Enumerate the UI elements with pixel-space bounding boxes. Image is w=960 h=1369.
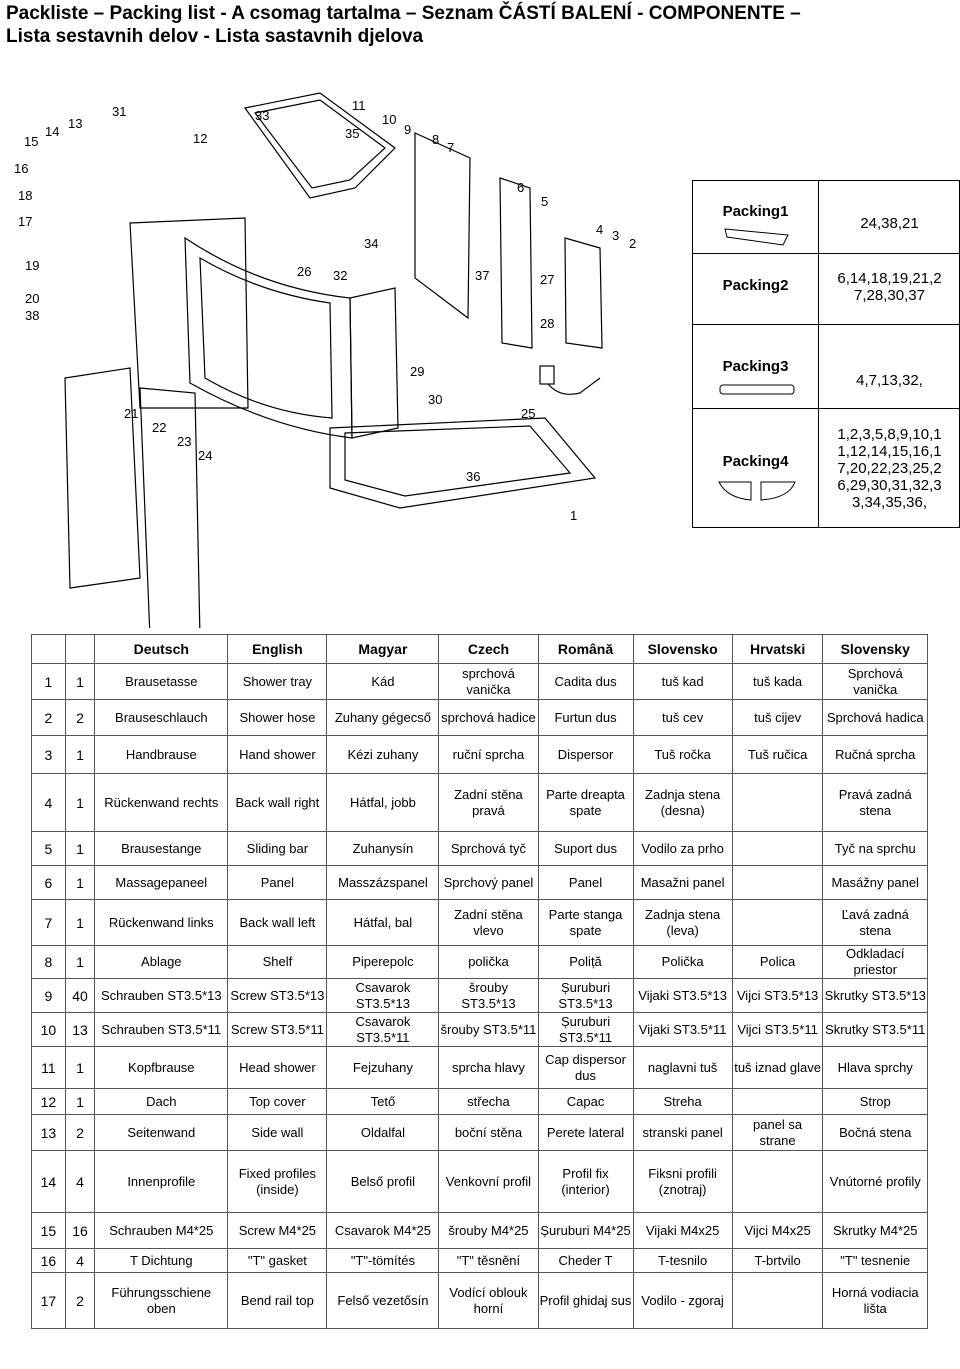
header-row bbox=[32, 635, 928, 664]
table-cell: Vodilo - zgoraj bbox=[633, 1273, 732, 1329]
table-cell: Horná vodiacia lišta bbox=[823, 1273, 928, 1329]
table-number-cell: 1 bbox=[65, 664, 95, 700]
table-cell: "T" gasket bbox=[228, 1249, 327, 1273]
svg-text:6: 6 bbox=[517, 180, 525, 195]
table-cell: Brausestange bbox=[95, 832, 228, 866]
table-cell: Tyč na sprchu bbox=[823, 832, 928, 866]
table-number-cell: 40 bbox=[65, 979, 95, 1013]
title-line-1: Packliste – Packing list - A csomag tartalma – Seznam ČÁSTÍ BALENÍ - COMPONENTE – bbox=[6, 3, 801, 24]
table-cell: naglavni tuš bbox=[633, 1047, 732, 1089]
table-cell: Side wall bbox=[228, 1115, 327, 1151]
table-cell: Furtun dus bbox=[538, 700, 633, 736]
table-cell: Vnútorné profily bbox=[823, 1151, 928, 1213]
table-cell bbox=[732, 1089, 823, 1115]
table-row bbox=[32, 1273, 928, 1329]
table-cell: Vodilo za prho bbox=[633, 832, 732, 866]
svg-text:19: 19 bbox=[25, 258, 40, 273]
table-cell: Șuruburi M4*25 bbox=[538, 1213, 633, 1249]
table-cell: Screw ST3.5*13 bbox=[228, 979, 327, 1013]
table-cell: Shower hose bbox=[228, 700, 327, 736]
table-cell: Sprchová tyč bbox=[439, 832, 538, 866]
table-number-cell: 13 bbox=[65, 1013, 95, 1047]
document-title bbox=[6, 2, 906, 48]
table-cell: Fixed profiles (inside) bbox=[228, 1151, 327, 1213]
table-number-cell: 1 bbox=[65, 736, 95, 774]
table-cell: Cap dispersor dus bbox=[538, 1047, 633, 1089]
table-cell: Csavarok ST3.5*11 bbox=[327, 1013, 439, 1047]
header-cell bbox=[65, 635, 95, 664]
table-cell: Bočná stena bbox=[823, 1115, 928, 1151]
table-cell: Oldalfal bbox=[327, 1115, 439, 1151]
svg-text:30: 30 bbox=[428, 392, 443, 407]
table-cell bbox=[732, 866, 823, 900]
table-cell: Ablage bbox=[95, 946, 228, 979]
svg-text:37: 37 bbox=[475, 268, 490, 283]
svg-text:21: 21 bbox=[124, 406, 139, 421]
table-cell: Hátfal, bal bbox=[327, 900, 439, 946]
table-number-cell: 15 bbox=[32, 1213, 66, 1249]
table-cell: Poliță bbox=[538, 946, 633, 979]
table-cell: tuš cijev bbox=[732, 700, 823, 736]
table-number-cell: 4 bbox=[65, 1249, 95, 1273]
table-cell: Sliding bar bbox=[228, 832, 327, 866]
svg-text:34: 34 bbox=[364, 236, 379, 251]
table-cell: Vijaki ST3.5*13 bbox=[633, 979, 732, 1013]
table-row bbox=[32, 900, 928, 946]
svg-text:13: 13 bbox=[68, 116, 83, 131]
table-cell: Tuš ročka bbox=[633, 736, 732, 774]
curved-door-inner bbox=[200, 258, 332, 418]
table-cell: Capac bbox=[538, 1089, 633, 1115]
table-cell bbox=[732, 832, 823, 866]
svg-text:14: 14 bbox=[45, 124, 60, 139]
table-cell: Skrutky M4*25 bbox=[823, 1213, 928, 1249]
table-cell: Hlava sprchy bbox=[823, 1047, 928, 1089]
table-number-cell: 2 bbox=[32, 700, 66, 736]
table-cell: Hátfal, jobb bbox=[327, 774, 439, 832]
svg-text:24: 24 bbox=[198, 448, 213, 463]
table-cell: Dach bbox=[95, 1089, 228, 1115]
table-cell: Bend rail top bbox=[228, 1273, 327, 1329]
table-cell: šrouby ST3.5*11 bbox=[439, 1013, 538, 1047]
callouts bbox=[14, 98, 636, 523]
table-cell: Kopfbrause bbox=[95, 1047, 228, 1089]
table-cell: Zadní stěna pravá bbox=[439, 774, 538, 832]
table-cell: střecha bbox=[439, 1089, 538, 1115]
table-cell: Tuš ručica bbox=[732, 736, 823, 774]
packing1-part-icon bbox=[723, 225, 793, 247]
side-wall-1 bbox=[65, 368, 140, 588]
header-cell: Română bbox=[538, 635, 633, 664]
table-cell: Piperepolc bbox=[327, 946, 439, 979]
table-cell: stranski panel bbox=[633, 1115, 732, 1151]
table-cell: šrouby ST3.5*13 bbox=[439, 979, 538, 1013]
table-cell: Felső vezetősín bbox=[327, 1273, 439, 1329]
svg-text:38: 38 bbox=[25, 308, 40, 323]
table-cell: Vodící oblouk horní bbox=[439, 1273, 538, 1329]
table-cell: Rückenwand links bbox=[95, 900, 228, 946]
svg-text:31: 31 bbox=[112, 104, 127, 119]
header-cell: Deutsch bbox=[95, 635, 228, 664]
table-row bbox=[32, 866, 928, 900]
table-cell: ruční sprcha bbox=[439, 736, 538, 774]
table-cell: Skrutky ST3.5*11 bbox=[823, 1013, 928, 1047]
table-cell: Pravá zadná stena bbox=[823, 774, 928, 832]
table-number-cell: 1 bbox=[65, 866, 95, 900]
table-cell: Innenprofile bbox=[95, 1151, 228, 1213]
svg-text:2: 2 bbox=[629, 236, 637, 251]
table-number-cell: 1 bbox=[65, 774, 95, 832]
table-cell: Schrauben ST3.5*13 bbox=[95, 979, 228, 1013]
table-cell: tuš kada bbox=[732, 664, 823, 700]
side-frame-left bbox=[130, 218, 248, 408]
table-cell: Masszázspanel bbox=[327, 866, 439, 900]
table-number-cell: 17 bbox=[32, 1273, 66, 1329]
table-cell: sprcha hlavy bbox=[439, 1047, 538, 1089]
table-cell: Kézi zuhany bbox=[327, 736, 439, 774]
table-cell: Zuhanysín bbox=[327, 832, 439, 866]
packing-contents: 24,38,21 bbox=[860, 215, 919, 232]
table-cell: Panel bbox=[538, 866, 633, 900]
table-cell: Panel bbox=[228, 866, 327, 900]
table-cell: Profil fix (interior) bbox=[538, 1151, 633, 1213]
table-number-cell: 11 bbox=[32, 1047, 66, 1089]
table-number-cell: 1 bbox=[65, 832, 95, 866]
table-cell: Suport dus bbox=[538, 832, 633, 866]
table-cell: Back wall left bbox=[228, 900, 327, 946]
back-wall-right bbox=[415, 133, 470, 318]
table-cell: Shelf bbox=[228, 946, 327, 979]
table-cell: Hand shower bbox=[228, 736, 327, 774]
table-cell: Vijaki M4x25 bbox=[633, 1213, 732, 1249]
header-cell: Hrvatski bbox=[732, 635, 823, 664]
table-cell: sprchová vanička bbox=[439, 664, 538, 700]
svg-text:16: 16 bbox=[14, 161, 29, 176]
svg-text:12: 12 bbox=[193, 131, 208, 146]
table-cell: Strop bbox=[823, 1089, 928, 1115]
table-cell: Profil ghidaj sus bbox=[538, 1273, 633, 1329]
table-cell: Zadní stěna vlevo bbox=[439, 900, 538, 946]
packing-row-4 bbox=[693, 408, 959, 529]
title-line-2: Lista sestavnih delov - Lista sastavnih djelova bbox=[6, 26, 424, 47]
table-cell: Odkladací priestor bbox=[823, 946, 928, 979]
table-cell: Vijci M4x25 bbox=[732, 1213, 823, 1249]
table-cell: Head shower bbox=[228, 1047, 327, 1089]
svg-text:29: 29 bbox=[410, 364, 425, 379]
table-row bbox=[32, 979, 928, 1013]
table-cell: Vijaki ST3.5*11 bbox=[633, 1013, 732, 1047]
packing-label: Packing1 bbox=[722, 203, 789, 220]
massage-panel bbox=[500, 178, 532, 348]
table-number-cell: 9 bbox=[32, 979, 66, 1013]
table-cell: Polička bbox=[633, 946, 732, 979]
table-number-cell: 2 bbox=[65, 1115, 95, 1151]
table-number-cell: 13 bbox=[32, 1115, 66, 1151]
table-cell bbox=[732, 900, 823, 946]
svg-text:7: 7 bbox=[447, 140, 455, 155]
table-row bbox=[32, 736, 928, 774]
table-cell: Schrauben ST3.5*11 bbox=[95, 1013, 228, 1047]
shower-tray-inner bbox=[345, 426, 570, 496]
table-row bbox=[32, 1249, 928, 1273]
table-row bbox=[32, 832, 928, 866]
packing-label: Packing4 bbox=[722, 453, 789, 470]
table-cell bbox=[732, 1151, 823, 1213]
table-number-cell: 8 bbox=[32, 946, 66, 979]
table-cell: Parte stanga spate bbox=[538, 900, 633, 946]
table-cell: Perete lateral bbox=[538, 1115, 633, 1151]
table-number-cell: 2 bbox=[65, 1273, 95, 1329]
table-cell: Top cover bbox=[228, 1089, 327, 1115]
svg-text:18: 18 bbox=[18, 188, 33, 203]
svg-text:1: 1 bbox=[570, 508, 578, 523]
table-cell: Șuruburi ST3.5*13 bbox=[538, 979, 633, 1013]
table-cell: Massagepaneel bbox=[95, 866, 228, 900]
packing-contents: 6,14,18,19,21,2 7,28,30,37 bbox=[837, 270, 942, 304]
table-row bbox=[32, 946, 928, 979]
table-cell: Brauseschlauch bbox=[95, 700, 228, 736]
table-cell: T-brtvilo bbox=[732, 1249, 823, 1273]
table-number-cell: 16 bbox=[65, 1213, 95, 1249]
table-cell: Kád bbox=[327, 664, 439, 700]
header-cell bbox=[32, 635, 66, 664]
header-cell: Slovensko bbox=[633, 635, 732, 664]
table-cell: Tető bbox=[327, 1089, 439, 1115]
svg-text:4: 4 bbox=[596, 222, 604, 237]
table-number-cell: 14 bbox=[32, 1151, 66, 1213]
table-number-cell: 10 bbox=[32, 1013, 66, 1047]
packing-table bbox=[692, 180, 960, 528]
side-wall-2 bbox=[140, 388, 200, 628]
table-cell: Back wall right bbox=[228, 774, 327, 832]
svg-text:11: 11 bbox=[352, 98, 366, 113]
packing-row-3 bbox=[693, 324, 959, 408]
table-cell: sprchová hadice bbox=[439, 700, 538, 736]
table-cell: Brausetasse bbox=[95, 664, 228, 700]
table-number-cell: 4 bbox=[65, 1151, 95, 1213]
table-number-cell: 4 bbox=[32, 774, 66, 832]
table-cell: Seitenwand bbox=[95, 1115, 228, 1151]
table-cell: Fejzuhany bbox=[327, 1047, 439, 1089]
svg-text:9: 9 bbox=[404, 122, 412, 137]
table-row bbox=[32, 1213, 928, 1249]
table-cell: Handbrause bbox=[95, 736, 228, 774]
table-cell: Polica bbox=[732, 946, 823, 979]
side-frame bbox=[350, 288, 398, 438]
table-cell: Parte dreapta spate bbox=[538, 774, 633, 832]
table-row bbox=[32, 1047, 928, 1089]
table-cell: Fiksni profili (znotraj) bbox=[633, 1151, 732, 1213]
table-cell: Csavarok ST3.5*13 bbox=[327, 979, 439, 1013]
svg-text:25: 25 bbox=[521, 406, 536, 421]
roof-inner bbox=[255, 100, 385, 188]
table-cell: Masažni panel bbox=[633, 866, 732, 900]
control-box bbox=[540, 366, 554, 384]
table-number-cell: 12 bbox=[32, 1089, 66, 1115]
table-cell: Führungsschiene oben bbox=[95, 1273, 228, 1329]
table-cell bbox=[732, 1273, 823, 1329]
table-cell: "T" tesnenie bbox=[823, 1249, 928, 1273]
table-number-cell: 3 bbox=[32, 736, 66, 774]
table-number-cell: 7 bbox=[32, 900, 66, 946]
svg-text:15: 15 bbox=[24, 134, 39, 149]
cable bbox=[548, 378, 600, 394]
table-cell: Rückenwand rechts bbox=[95, 774, 228, 832]
table-cell: T-tesnilo bbox=[633, 1249, 732, 1273]
table-cell: polička bbox=[439, 946, 538, 979]
table-cell: "T" těsnění bbox=[439, 1249, 538, 1273]
table-row bbox=[32, 1013, 928, 1047]
table-row bbox=[32, 774, 928, 832]
table-cell: Schrauben M4*25 bbox=[95, 1213, 228, 1249]
svg-text:27: 27 bbox=[540, 272, 555, 287]
table-cell: Venkovní profil bbox=[439, 1151, 538, 1213]
packing4-tray-icon bbox=[715, 476, 800, 506]
packing-row-1 bbox=[693, 181, 959, 253]
table-cell: šrouby M4*25 bbox=[439, 1213, 538, 1249]
table-cell: T Dichtung bbox=[95, 1249, 228, 1273]
svg-text:3: 3 bbox=[612, 228, 620, 243]
packing-label: Packing3 bbox=[722, 358, 789, 375]
table-row bbox=[32, 1115, 928, 1151]
table-cell: Cadita dus bbox=[538, 664, 633, 700]
table-cell: Ručná sprcha bbox=[823, 736, 928, 774]
table-cell: Vijci ST3.5*13 bbox=[732, 979, 823, 1013]
svg-text:26: 26 bbox=[297, 264, 312, 279]
packing-label: Packing2 bbox=[722, 277, 789, 294]
table-cell: Masážny panel bbox=[823, 866, 928, 900]
table-cell: boční stěna bbox=[439, 1115, 538, 1151]
table-number-cell: 16 bbox=[32, 1249, 66, 1273]
table-cell: Streha bbox=[633, 1089, 732, 1115]
packing-contents: 4,7,13,32, bbox=[856, 372, 923, 389]
table-cell: tuš cev bbox=[633, 700, 732, 736]
svg-text:5: 5 bbox=[541, 194, 549, 209]
table-cell: Screw ST3.5*11 bbox=[228, 1013, 327, 1047]
table-row bbox=[32, 664, 928, 700]
table-cell: panel sa strane bbox=[732, 1115, 823, 1151]
table-cell: Csavarok M4*25 bbox=[327, 1213, 439, 1249]
table-cell: Dispersor bbox=[538, 736, 633, 774]
table-row bbox=[32, 1151, 928, 1213]
table-number-cell: 1 bbox=[65, 1047, 95, 1089]
table-cell: Skrutky ST3.5*13 bbox=[823, 979, 928, 1013]
table-row bbox=[32, 1089, 928, 1115]
header-cell: English bbox=[228, 635, 327, 664]
svg-text:23: 23 bbox=[177, 434, 192, 449]
parts-table bbox=[31, 634, 928, 1329]
table-cell: Sprchová hadica bbox=[823, 700, 928, 736]
table-cell: Ľavá zadná stena bbox=[823, 900, 928, 946]
back-wall-left bbox=[565, 238, 602, 348]
table-number-cell: 5 bbox=[32, 832, 66, 866]
table-cell: "T"-tömítés bbox=[327, 1249, 439, 1273]
table-number-cell: 6 bbox=[32, 866, 66, 900]
header-cell: Magyar bbox=[327, 635, 439, 664]
table-number-cell: 1 bbox=[65, 946, 95, 979]
svg-text:22: 22 bbox=[152, 420, 167, 435]
packing-row-2 bbox=[693, 253, 959, 324]
table-cell: Zadnja stena (desna) bbox=[633, 774, 732, 832]
table-cell: Shower tray bbox=[228, 664, 327, 700]
table-cell: Cheder T bbox=[538, 1249, 633, 1273]
table-number-cell: 1 bbox=[32, 664, 66, 700]
table-cell: Șuruburi ST3.5*11 bbox=[538, 1013, 633, 1047]
table-number-cell: 2 bbox=[65, 700, 95, 736]
table-cell: Sprchová vanička bbox=[823, 664, 928, 700]
table-row bbox=[32, 700, 928, 736]
svg-text:36: 36 bbox=[466, 469, 481, 484]
table-cell: Belső profil bbox=[327, 1151, 439, 1213]
header-cell: Slovensky bbox=[823, 635, 928, 664]
svg-text:28: 28 bbox=[540, 316, 555, 331]
table-cell: Vijci ST3.5*11 bbox=[732, 1013, 823, 1047]
svg-text:32: 32 bbox=[333, 268, 348, 283]
table-cell: Zadnja stena (leva) bbox=[633, 900, 732, 946]
svg-text:33: 33 bbox=[255, 108, 270, 123]
svg-text:8: 8 bbox=[432, 132, 440, 147]
table-cell: Screw M4*25 bbox=[228, 1213, 327, 1249]
header-cell: Czech bbox=[439, 635, 538, 664]
table-cell bbox=[732, 774, 823, 832]
packing-contents: 1,2,3,5,8,9,10,1 1,12,14,15,16,1 7,20,22,23,25,2 6,29,30,31,32,3 3,34,35,36, bbox=[837, 426, 942, 511]
table-number-cell: 1 bbox=[65, 1089, 95, 1115]
table-cell: Zuhany gégecső bbox=[327, 700, 439, 736]
svg-text:17: 17 bbox=[18, 214, 33, 229]
table-cell: tuš iznad glave bbox=[732, 1047, 823, 1089]
svg-text:10: 10 bbox=[382, 112, 397, 127]
svg-text:20: 20 bbox=[25, 291, 40, 306]
packing3-shelf-icon bbox=[718, 382, 798, 398]
svg-text:35: 35 bbox=[345, 126, 360, 141]
table-cell: tuš kad bbox=[633, 664, 732, 700]
table-number-cell: 1 bbox=[65, 900, 95, 946]
table-cell: Sprchový panel bbox=[439, 866, 538, 900]
